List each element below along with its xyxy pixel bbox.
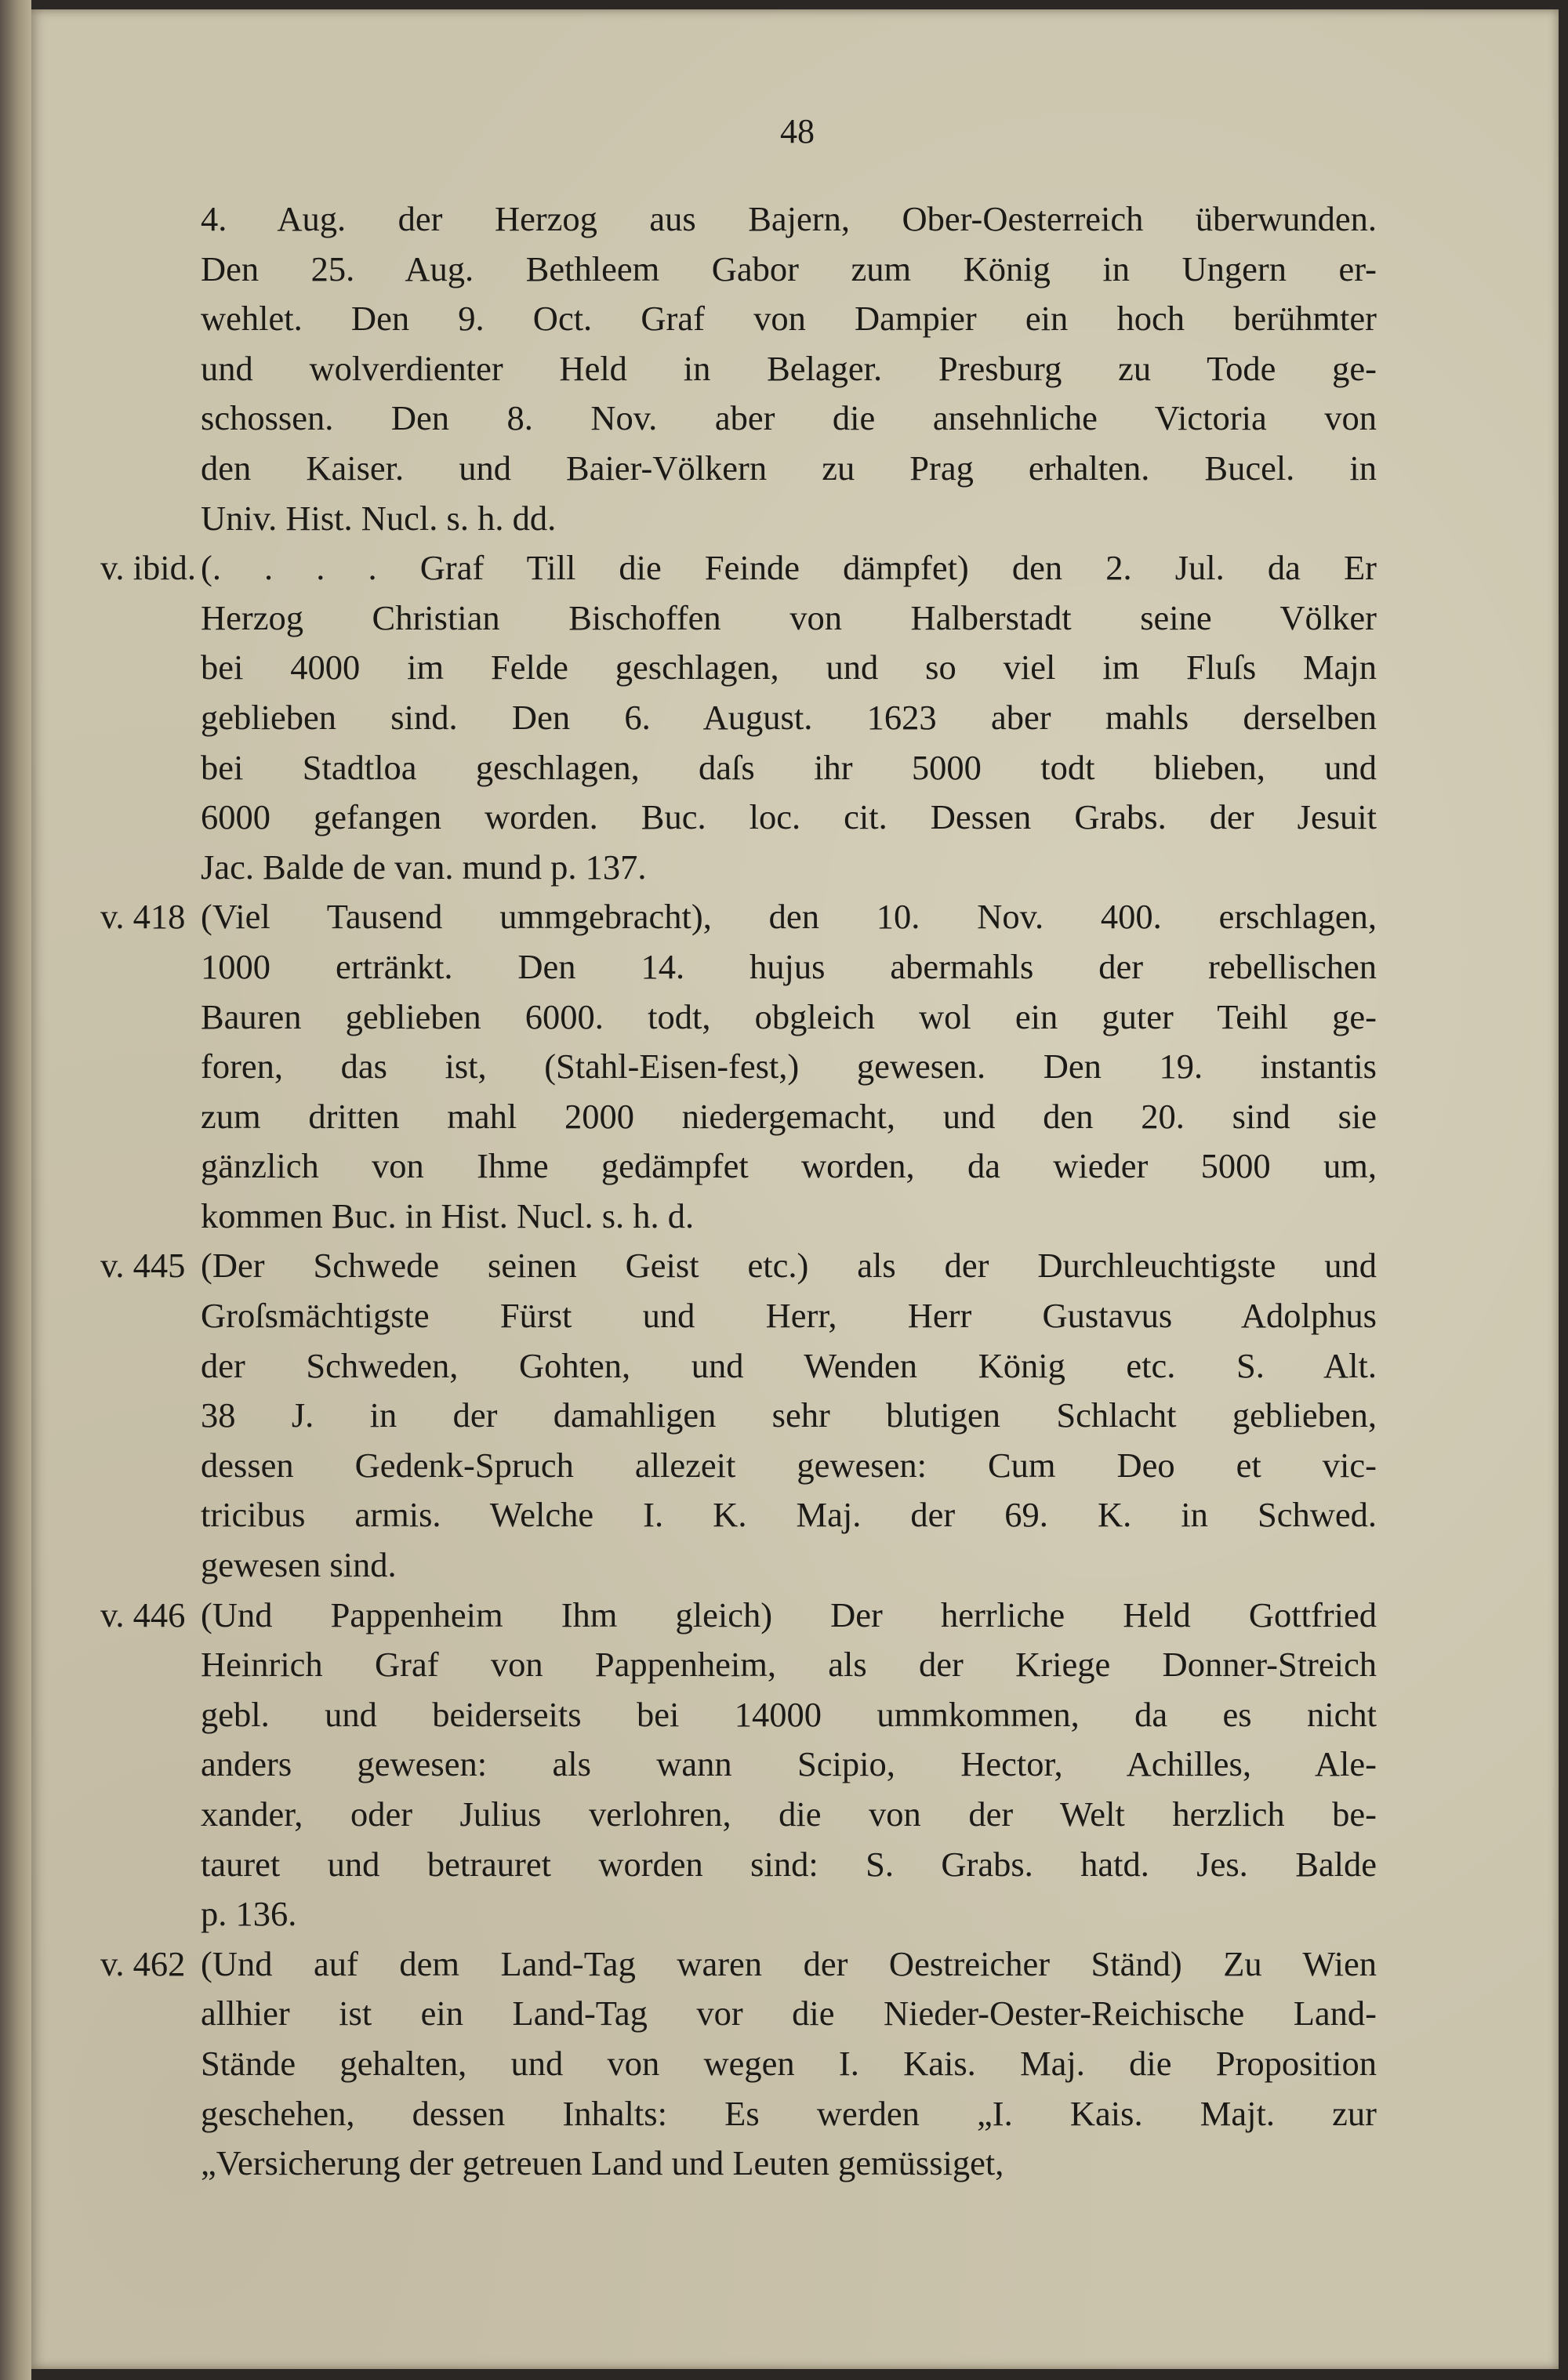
- text-line: [78, 743, 1490, 793]
- line-text: foren, das ist, (Stahl-Eisen-fest,) gewesen. Den 19. instantis: [201, 1047, 1377, 1087]
- text-line: [78, 1341, 1490, 1391]
- line-text: tauret und betrauret worden sind: S. Grabs. hatd. Jes. Balde: [201, 1844, 1377, 1884]
- line-text: Den 25. Aug. Bethleem Gabor zum König in Ungern er-: [201, 249, 1377, 288]
- text-line: [78, 1192, 1490, 1242]
- text-line: [78, 1740, 1490, 1790]
- text-line: [78, 793, 1490, 843]
- line-text: geschehen, dessen Inhalts: Es werden „I. Kais. Majt. zur: [201, 2093, 1377, 2133]
- text-line: [78, 593, 1490, 644]
- line-text: gewesen sind.: [201, 1545, 397, 1585]
- verse-reference: v. 446: [100, 1595, 186, 1634]
- text-line: [78, 2039, 1490, 2089]
- verse-reference: v. 445: [100, 1246, 186, 1286]
- text-line: [78, 2089, 1490, 2139]
- line-text: 4. Aug. der Herzog aus Bajern, Ober-Oesterreich überwunden.: [201, 199, 1377, 238]
- line-text: schossen. Den 8. Nov. aber die ansehnliche Victoria von: [201, 398, 1377, 438]
- line-text: Univ. Hist. Nucl. s. h. dd.: [201, 498, 557, 538]
- text-line: [78, 1889, 1490, 1939]
- line-text: den Kaiser. und Baier-Völkern zu Prag erhalten. Bucel. in: [201, 448, 1377, 488]
- text-line: [78, 344, 1490, 394]
- text-line: [78, 1490, 1490, 1540]
- line-text: Heinrich Graf von Pappenheim, als der Kriege Donner-Streich: [201, 1645, 1377, 1685]
- line-text: (Und auf dem Land-Tag waren der Oestreicher Ständ) Zu Wien: [201, 1943, 1377, 1983]
- text-line: [78, 643, 1490, 693]
- verse-reference: v. 462: [100, 1943, 186, 1983]
- line-text: „Versicherung der getreuen Land und Leuten gemüssiget,: [201, 2143, 1004, 2183]
- line-text: (Viel Tausend ummgebracht), den 10. Nov. 400. erschlagen,: [201, 897, 1377, 937]
- text-line: [78, 1790, 1490, 1840]
- line-text: bei Stadtloa geschlagen, daſs ihr 5000 todt blieben, und: [201, 747, 1377, 787]
- line-text: geblieben sind. Den 6. August. 1623 aber mahls derselben: [201, 697, 1377, 737]
- text-line: [78, 892, 1490, 942]
- text-line: [78, 194, 1490, 245]
- line-text: anders gewesen: als wann Scipio, Hector, Achilles, Ale-: [201, 1744, 1377, 1784]
- verse-reference: v. ibid.: [100, 548, 196, 588]
- line-text: gebl. und beiderseits bei 14000 ummkommen, da es nicht: [201, 1694, 1377, 1734]
- line-text: dessen Gedenk-Spruch allezeit gewesen: Cum Deo et vic-: [201, 1445, 1377, 1485]
- line-text: und wolverdienter Held in Belager. Presburg zu Tode ge-: [201, 348, 1377, 388]
- line-text: kommen Buc. in Hist. Nucl. s. h. d.: [201, 1195, 695, 1235]
- line-text: p. 136.: [201, 1894, 297, 1934]
- text-line: [78, 1391, 1490, 1441]
- text-line: [78, 1591, 1490, 1641]
- page-body-text: [78, 194, 1490, 2189]
- line-text: (Der Schwede seinen Geist etc.) als der Durchleuchtigste und: [201, 1246, 1377, 1286]
- text-line: [78, 444, 1490, 494]
- page-number: 48: [780, 112, 815, 151]
- text-line: [78, 294, 1490, 344]
- line-text: Herzog Christian Bischoffen von Halberstadt seine Völker: [201, 597, 1377, 637]
- text-line: [78, 1690, 1490, 1740]
- line-text: allhier ist ein Land-Tag vor die Nieder-Oester-Reichische Land-: [201, 1994, 1377, 2034]
- line-text: 6000 gefangen worden. Buc. loc. cit. Dessen Grabs. der Jesuit: [201, 797, 1377, 837]
- line-text: Jac. Balde de van. mund p. 137.: [201, 847, 647, 887]
- line-text: tricibus armis. Welche I. K. Maj. der 69. K. in Schwed.: [201, 1495, 1377, 1535]
- text-line: [78, 843, 1490, 893]
- text-line: [78, 1939, 1490, 1990]
- line-text: xander, oder Julius verlohren, die von der Welt herzlich be-: [201, 1794, 1377, 1834]
- text-line: [78, 2139, 1490, 2189]
- line-text: (. . . . Graf Till die Feinde dämpfet) den 2. Jul. da Er: [201, 548, 1377, 588]
- text-line: [78, 1241, 1490, 1291]
- text-line: [78, 1092, 1490, 1142]
- text-line: [78, 543, 1490, 593]
- line-text: der Schweden, Gohten, und Wenden König etc. S. Alt.: [201, 1345, 1377, 1385]
- line-text: Stände gehalten, und von wegen I. Kais. Maj. die Proposition: [201, 2043, 1377, 2083]
- book-page: [31, 9, 1559, 2369]
- line-text: wehlet. Den 9. Oct. Graf von Dampier ein hoch berühmter: [201, 299, 1377, 339]
- line-text: (Und Pappenheim Ihm gleich) Der herrliche Held Gottfried: [201, 1595, 1377, 1634]
- text-line: [78, 992, 1490, 1043]
- text-line: [78, 1291, 1490, 1341]
- line-text: bei 4000 im Felde geschlagen, und so viel im Fluſs Majn: [201, 648, 1377, 688]
- text-line: [78, 1840, 1490, 1890]
- text-line: [78, 1441, 1490, 1491]
- line-text: Bauren geblieben 6000. todt, obgleich wol ein guter Teihl ge-: [201, 996, 1377, 1036]
- text-line: [78, 1042, 1490, 1092]
- line-text: 38 J. in der damahligen sehr blutigen Schlacht geblieben,: [201, 1395, 1377, 1435]
- text-line: [78, 1141, 1490, 1192]
- book-spine-edge: [0, 0, 31, 2380]
- text-line: [78, 1540, 1490, 1591]
- line-text: zum dritten mahl 2000 niedergemacht, und den 20. sind sie: [201, 1096, 1377, 1136]
- text-line: [78, 693, 1490, 743]
- text-line: [78, 942, 1490, 992]
- text-line: [78, 394, 1490, 444]
- text-line: [78, 494, 1490, 544]
- text-line: [78, 245, 1490, 295]
- line-text: 1000 ertränkt. Den 14. hujus abermahls der rebellischen: [201, 946, 1377, 986]
- verse-reference: v. 418: [100, 897, 186, 937]
- text-line: [78, 1640, 1490, 1690]
- text-line: [78, 1989, 1490, 2039]
- line-text: gänzlich von Ihme gedämpfet worden, da wieder 5000 um,: [201, 1146, 1377, 1186]
- line-text: Groſsmächtigste Fürst und Herr, Herr Gustavus Adolphus: [201, 1296, 1377, 1336]
